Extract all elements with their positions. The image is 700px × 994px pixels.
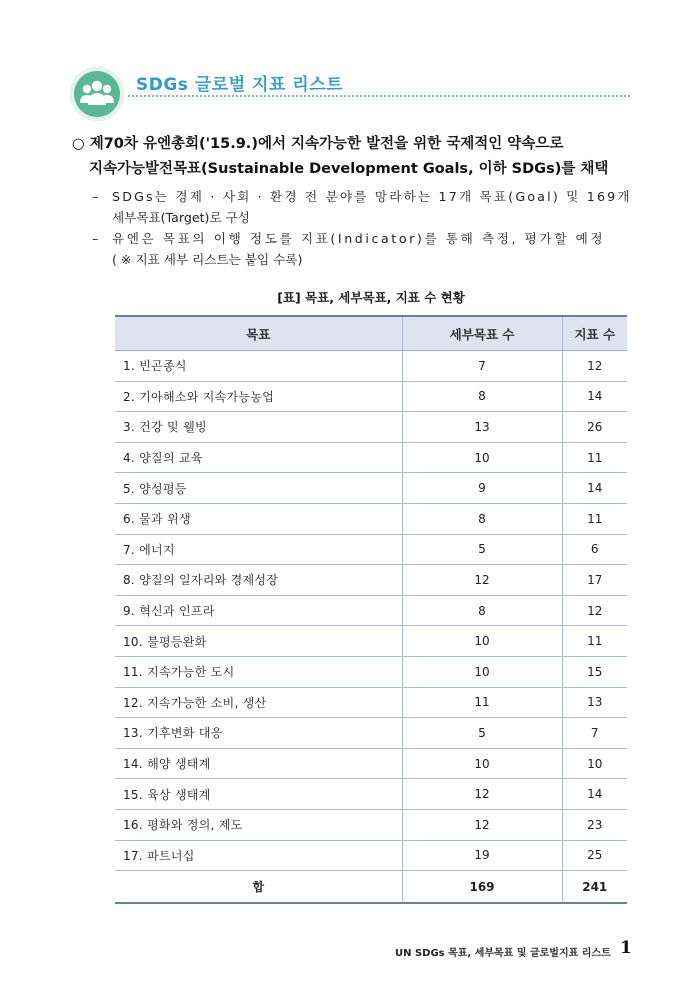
indicator-count-cell: 14 <box>562 381 627 412</box>
table-row <box>115 351 627 382</box>
table-row <box>115 809 627 840</box>
goal-cell: 9. 혁신과 인프라 <box>115 595 402 626</box>
indicator-count-cell: 11 <box>562 503 627 534</box>
table-header-row <box>115 316 627 351</box>
header-indicators: 지표 수 <box>562 316 627 351</box>
table-row <box>115 748 627 779</box>
table-row <box>115 412 627 443</box>
indicator-count-cell: 26 <box>562 412 627 443</box>
bullet-item <box>92 228 632 249</box>
total-indicators-cell: 241 <box>562 871 627 904</box>
target-count-cell: 12 <box>402 809 562 840</box>
goal-cell: 15. 육상 생태계 <box>115 779 402 810</box>
bullet-list <box>92 186 632 270</box>
header-targets: 세부목표 수 <box>402 316 562 351</box>
goal-cell: 16. 평화와 정의, 제도 <box>115 809 402 840</box>
target-count-cell: 12 <box>402 779 562 810</box>
table-row <box>115 656 627 687</box>
table-row <box>115 718 627 749</box>
table-row <box>115 503 627 534</box>
indicator-count-cell: 14 <box>562 779 627 810</box>
bullet-text: 유엔은 목표의 이행 정도를 지표(Indicator)를 통해 측정, 평가할 예정 <box>112 231 606 246</box>
indicator-count-cell: 11 <box>562 626 627 657</box>
target-count-cell: 10 <box>402 626 562 657</box>
goal-cell: 11. 지속가능한 도시 <box>115 656 402 687</box>
total-targets-cell: 169 <box>402 871 562 904</box>
lead-line-1: ○ 제70차 유엔총회('15.9.)에서 지속가능한 발전을 위한 국제적인 약속으로 <box>72 136 564 152</box>
goal-cell: 3. 건강 및 웰빙 <box>115 412 402 443</box>
indicator-count-cell: 12 <box>562 595 627 626</box>
target-count-cell: 5 <box>402 534 562 565</box>
lead-line-2: 지속가능발전목표(Sustainable Development Goals, 이하 SDGs)를 채택 <box>89 161 609 177</box>
title-divider <box>128 95 630 97</box>
goal-cell: 12. 지속가능한 소비, 생산 <box>115 687 402 718</box>
goal-cell: 1. 빈곤종식 <box>115 351 402 382</box>
target-count-cell: 7 <box>402 351 562 382</box>
table-row <box>115 687 627 718</box>
indicator-count-cell: 17 <box>562 565 627 596</box>
goal-cell: 13. 기후변화 대응 <box>115 718 402 749</box>
table-total-row <box>115 871 627 904</box>
target-count-cell: 11 <box>402 687 562 718</box>
target-count-cell: 8 <box>402 595 562 626</box>
indicator-count-cell: 25 <box>562 840 627 871</box>
target-count-cell: 13 <box>402 412 562 443</box>
table-row <box>115 473 627 504</box>
target-count-cell: 8 <box>402 503 562 534</box>
footer-title: UN SDGs 목표, 세부목표 및 글로벌지표 리스트 <box>395 948 611 959</box>
indicator-count-cell: 23 <box>562 809 627 840</box>
goal-cell: 17. 파트너십 <box>115 840 402 871</box>
table-row <box>115 626 627 657</box>
page-number: 1 <box>620 938 632 958</box>
total-label-cell: 합 <box>115 871 402 904</box>
bullet-text: SDGs는 경제 · 사회 · 환경 전 분야를 망라하는 17개 목표(Goal) 및 169개 <box>112 189 632 204</box>
indicator-count-cell: 7 <box>562 718 627 749</box>
target-count-cell: 10 <box>402 748 562 779</box>
table-row <box>115 442 627 473</box>
page-title: SDGs 글로벌 지표 리스트 <box>136 75 344 95</box>
goal-cell: 6. 물과 위생 <box>115 503 402 534</box>
indicator-count-cell: 12 <box>562 351 627 382</box>
header-goal: 목표 <box>115 316 402 351</box>
bullet-dash: – <box>92 231 99 246</box>
people-group-icon <box>70 67 124 121</box>
indicator-count-cell: 14 <box>562 473 627 504</box>
target-count-cell: 10 <box>402 656 562 687</box>
target-count-cell: 10 <box>402 442 562 473</box>
target-count-cell: 19 <box>402 840 562 871</box>
table-row <box>115 565 627 596</box>
goal-cell: 14. 해양 생태계 <box>115 748 402 779</box>
table-caption: [표] 목표, 세부목표, 지표 수 현황 <box>277 290 465 305</box>
people-group-icon-svg <box>70 67 124 121</box>
goal-cell: 7. 에너지 <box>115 534 402 565</box>
sdg-table <box>115 315 627 904</box>
target-count-cell: 9 <box>402 473 562 504</box>
indicator-count-cell: 13 <box>562 687 627 718</box>
target-count-cell: 12 <box>402 565 562 596</box>
table-row <box>115 534 627 565</box>
table-row <box>115 381 627 412</box>
lead-paragraph <box>72 132 642 182</box>
bullet-dash: – <box>92 189 99 204</box>
indicator-count-cell: 6 <box>562 534 627 565</box>
target-count-cell: 5 <box>402 718 562 749</box>
target-count-cell: 8 <box>402 381 562 412</box>
goal-cell: 5. 양성평등 <box>115 473 402 504</box>
goal-cell: 10. 불평등완화 <box>115 626 402 657</box>
table-row <box>115 840 627 871</box>
indicator-count-cell: 15 <box>562 656 627 687</box>
goal-cell: 2. 기아해소와 지속가능농업 <box>115 381 402 412</box>
indicator-count-cell: 11 <box>562 442 627 473</box>
bullet-continuation: ( ※ 지표 세부 리스트는 붙임 수록) <box>112 252 303 267</box>
bullet-item <box>92 186 632 207</box>
table-row <box>115 595 627 626</box>
goal-cell: 4. 양질의 교육 <box>115 442 402 473</box>
table-row <box>115 779 627 810</box>
indicator-count-cell: 10 <box>562 748 627 779</box>
goal-cell: 8. 양질의 일자리와 경제성장 <box>115 565 402 596</box>
bullet-continuation: 세부목표(Target)로 구성 <box>112 210 250 225</box>
